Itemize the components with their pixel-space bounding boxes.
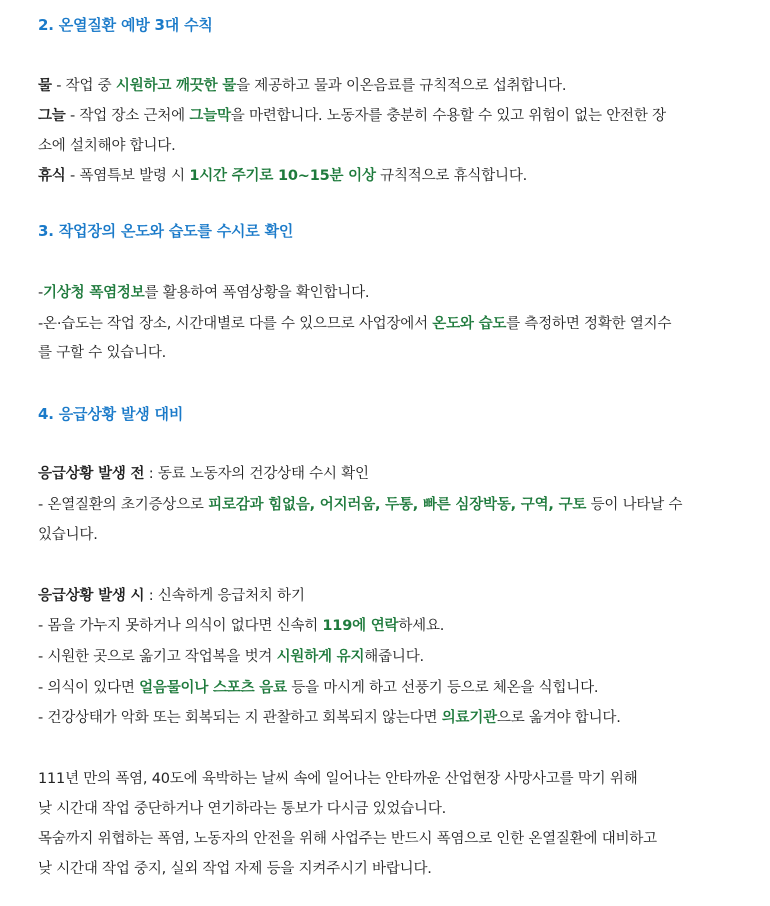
symptoms-text-0: - 온열질환의 초기증상으로 xyxy=(38,497,209,513)
water-label: 물 xyxy=(38,78,52,94)
first-aid-highlight: 119에 연락 xyxy=(322,618,399,634)
shade-rule xyxy=(38,104,740,128)
symptoms-line xyxy=(38,493,740,517)
first-aid-text-0: - 몸을 가누지 못하거나 의식이 없다면 신속히 xyxy=(38,618,323,634)
rest-text-2: 규칙적으로 휴식합니다. xyxy=(375,168,528,184)
shade-text-3: 소에 설치해야 합니다. xyxy=(38,138,176,154)
first-aid-item xyxy=(38,706,740,730)
symptoms-text-1: 등이 나타날 수 xyxy=(586,497,683,513)
first-aid-text-0: - 건강상태가 악화 또는 회복되는 지 관찰하고 회복되지 않는다면 xyxy=(38,710,442,726)
closing-line: 낮 시간대 작업 중지, 실외 작업 자제 등을 지켜주시기 바랍니다. xyxy=(38,861,432,877)
water-rule xyxy=(38,74,740,98)
first-aid-text-0: - 시원한 곳으로 옮기고 작업복을 벗겨 xyxy=(38,649,277,665)
symptoms-highlight: 피로감과 힘없음, 어지러움, 두통, 빠른 심장박동, 구역, 구토 xyxy=(208,497,587,513)
during-label: 응급상황 발생 시 xyxy=(38,588,145,604)
weather-text-1: 를 활용하여 폭염상황을 확인합니다. xyxy=(144,285,370,301)
shade-rule-cont xyxy=(38,134,740,158)
symptoms-text-2: 있습니다. xyxy=(38,527,98,543)
closing-line: 목숨까지 위협하는 폭염, 노동자의 안전을 위해 사업주는 반드시 폭염으로 인한 온열질환에 대비하고 xyxy=(38,831,657,847)
temp-text-2: 를 구할 수 있습니다. xyxy=(38,345,167,361)
temp-highlight: 온도와 습도 xyxy=(432,316,507,332)
before-label: 응급상황 발생 전 xyxy=(38,466,145,482)
shade-text-2: 을 마련합니다. 노동자를 충분히 수용할 수 있고 위험이 없는 안전한 장 xyxy=(230,108,666,124)
first-aid-item xyxy=(38,645,740,669)
first-aid-highlight: 의료기관 xyxy=(441,710,497,726)
temp-humidity-line-cont xyxy=(38,341,740,365)
first-aid-text-0: - 의식이 있다면 xyxy=(38,680,140,696)
shade-label: 그늘 xyxy=(38,108,66,124)
temp-text-0: -온·습도는 작업 장소, 시간대별로 다를 수 있으므로 사업장에서 xyxy=(38,316,433,332)
before-text-1: : 동료 노동자의 건강상태 수시 확인 xyxy=(144,466,369,482)
closing-line: 낮 시간대 작업 중단하거나 연기하라는 통보가 다시금 있었습니다. xyxy=(38,801,447,817)
first-aid-highlight: 얼음물이나 스포츠 음료 xyxy=(139,680,287,696)
first-aid-highlight: 시원하게 유지 xyxy=(276,649,365,665)
rest-rule xyxy=(38,164,740,188)
closing-line: 111년 만의 폭염, 40도에 육박하는 날씨 속에 일어나는 안타까운 산업현장 사망사고를 막기 위해 xyxy=(38,771,638,787)
first-aid-item xyxy=(38,676,740,700)
rest-text-1: - 폭염특보 발령 시 xyxy=(65,168,190,184)
section-3-heading: 3. 작업장의 온도와 습도를 수시로 확인 xyxy=(38,222,294,240)
first-aid-text-1: 해줍니다. xyxy=(364,649,424,665)
shade-text-1: - 작업 장소 근처에 xyxy=(65,108,190,124)
shade-highlight: 그늘막 xyxy=(189,108,231,124)
first-aid-text-1: 등을 마시게 하고 선풍기 등으로 체온을 식힙니다. xyxy=(286,680,599,696)
water-text-1: - 작업 중 xyxy=(51,78,116,94)
during-emergency-line xyxy=(38,584,740,608)
rest-label: 휴식 xyxy=(38,168,66,184)
temp-humidity-line xyxy=(38,312,740,336)
water-text-2: 을 제공하고 물과 이온음료를 규칙적으로 섭취합니다. xyxy=(236,78,567,94)
weather-highlight: 기상청 폭염정보 xyxy=(43,285,145,301)
first-aid-text-1: 하세요. xyxy=(398,618,445,634)
section-4-heading: 4. 응급상황 발생 대비 xyxy=(38,405,184,423)
first-aid-text-1: 으로 옮겨야 합니다. xyxy=(496,710,621,726)
section-2-heading: 2. 온열질환 예방 3대 수칙 xyxy=(38,16,213,34)
temp-text-1: 를 측정하면 정확한 열지수 xyxy=(506,316,672,332)
rest-highlight: 1시간 주기로 10~15분 이상 xyxy=(189,168,376,184)
weather-text-0: - xyxy=(38,285,44,301)
before-emergency-line xyxy=(38,462,740,486)
water-highlight: 시원하고 깨끗한 물 xyxy=(115,78,237,94)
weather-info-line xyxy=(38,281,740,305)
symptoms-line-cont xyxy=(38,523,740,547)
first-aid-item xyxy=(38,614,740,638)
during-text-1: : 신속하게 응급처치 하기 xyxy=(144,588,305,604)
